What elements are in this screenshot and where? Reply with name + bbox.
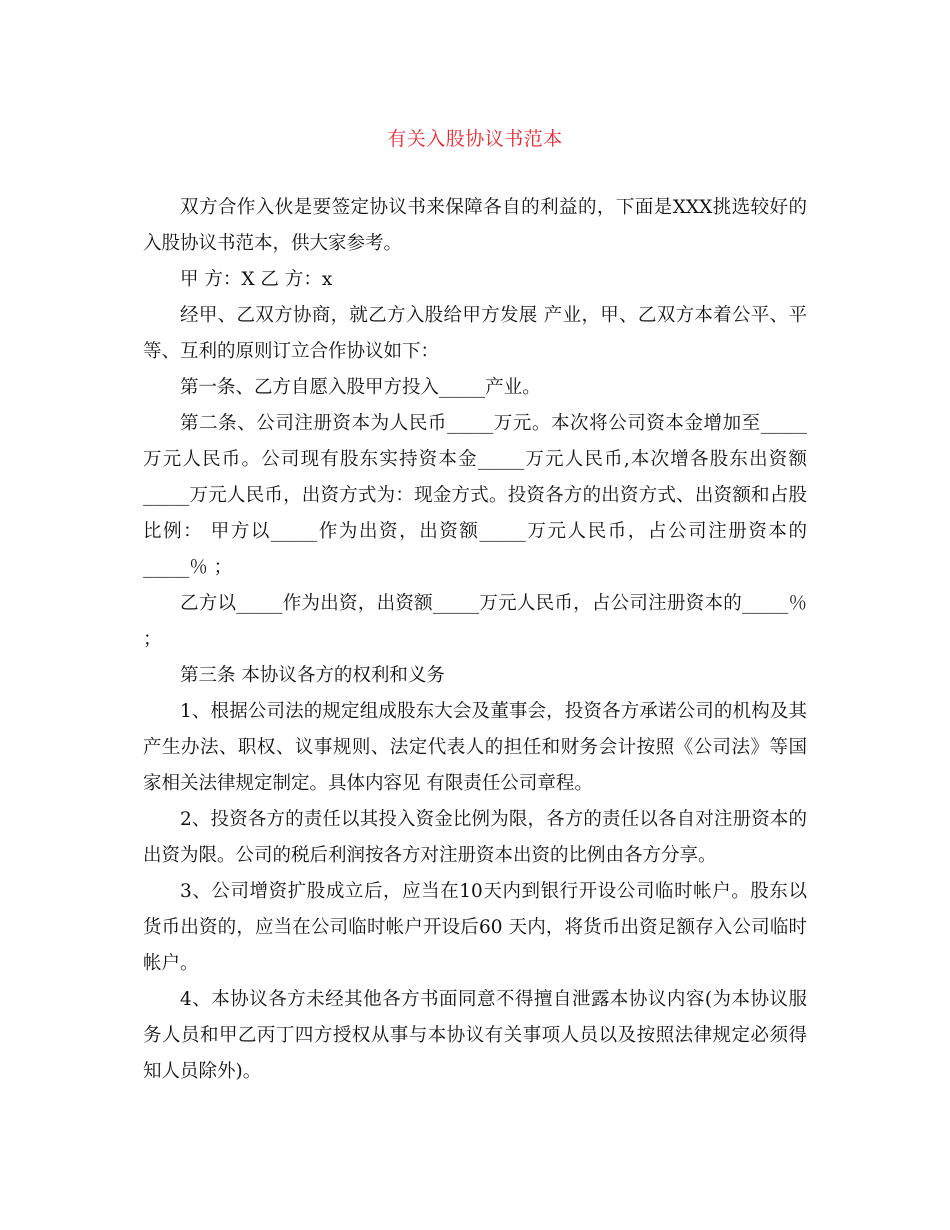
article-3-clause-1: 1、根据公司法的规定组成股东大会及董事会，投资各方承诺公司的机构及其产生办法、职权、议事规则、法定代表人的担任和财务会计按照《公司法》等国家相关法律规定制定。具体内容见 有限责任公司章程。 — [143, 701, 807, 794]
article-3-heading: 第三条 本协议各方的权利和义务 — [180, 665, 445, 686]
article-2-party-b: 乙方以_____作为出资，出资额_____万元人民币，占公司注册资本的_____％ ； — [143, 593, 807, 650]
article-3-clause-3: 3、公司增资扩股成立后，应当在10天内到银行开设公司临时帐户。股东以货币出资的，应当在公司临时帐户开设后60 天内，将货币出资足额存入公司临时帐户。 — [143, 881, 807, 974]
intro-paragraph: 双方合作入伙是要签定协议书来保障各自的利益的，下面是XXX挑选较好的入股协议书范本，供大家参考。 — [143, 197, 807, 254]
parties-line: 甲 方：X 乙 方：x — [180, 269, 333, 290]
article-3-clause-4: 4、本协议各方未经其他各方书面同意不得擅自泄露本协议内容(为本协议服务人员和甲乙丙丁四方授权从事与本协议有关事项人员以及按照法律规定必须得知人员除外)。 — [143, 989, 807, 1082]
article-3-clause-2: 2、投资各方的责任以其投入资金比例为限，各方的责任以各自对注册资本的出资为限。公司的税后利润按各方对注册资本出资的比例由各方分享。 — [143, 809, 807, 866]
article-1: 第一条、乙方自愿入股甲方投入_____产业。 — [180, 377, 541, 398]
article-2: 第二条、公司注册资本为人民币_____万元。本次将公司资本金增加至_____万元人民币。公司现有股东实持资本金_____万元人民币,本次增各股东出资额_____万元人民币，出资方式为：现金方式。投资各方的出资方式、出资额和占股比例： 甲方以_____作为出资，出资额_____万元人民币，占公司注册资本的_____％ ； — [143, 413, 807, 578]
document-body — [143, 190, 807, 1090]
document-title: 有关入股协议书范本 — [387, 128, 563, 150]
preamble-paragraph: 经甲、乙双方协商，就乙方入股给甲方发展 产业，甲、乙双方本着公平、平等、互利的原则订立合作协议如下： — [143, 305, 807, 362]
